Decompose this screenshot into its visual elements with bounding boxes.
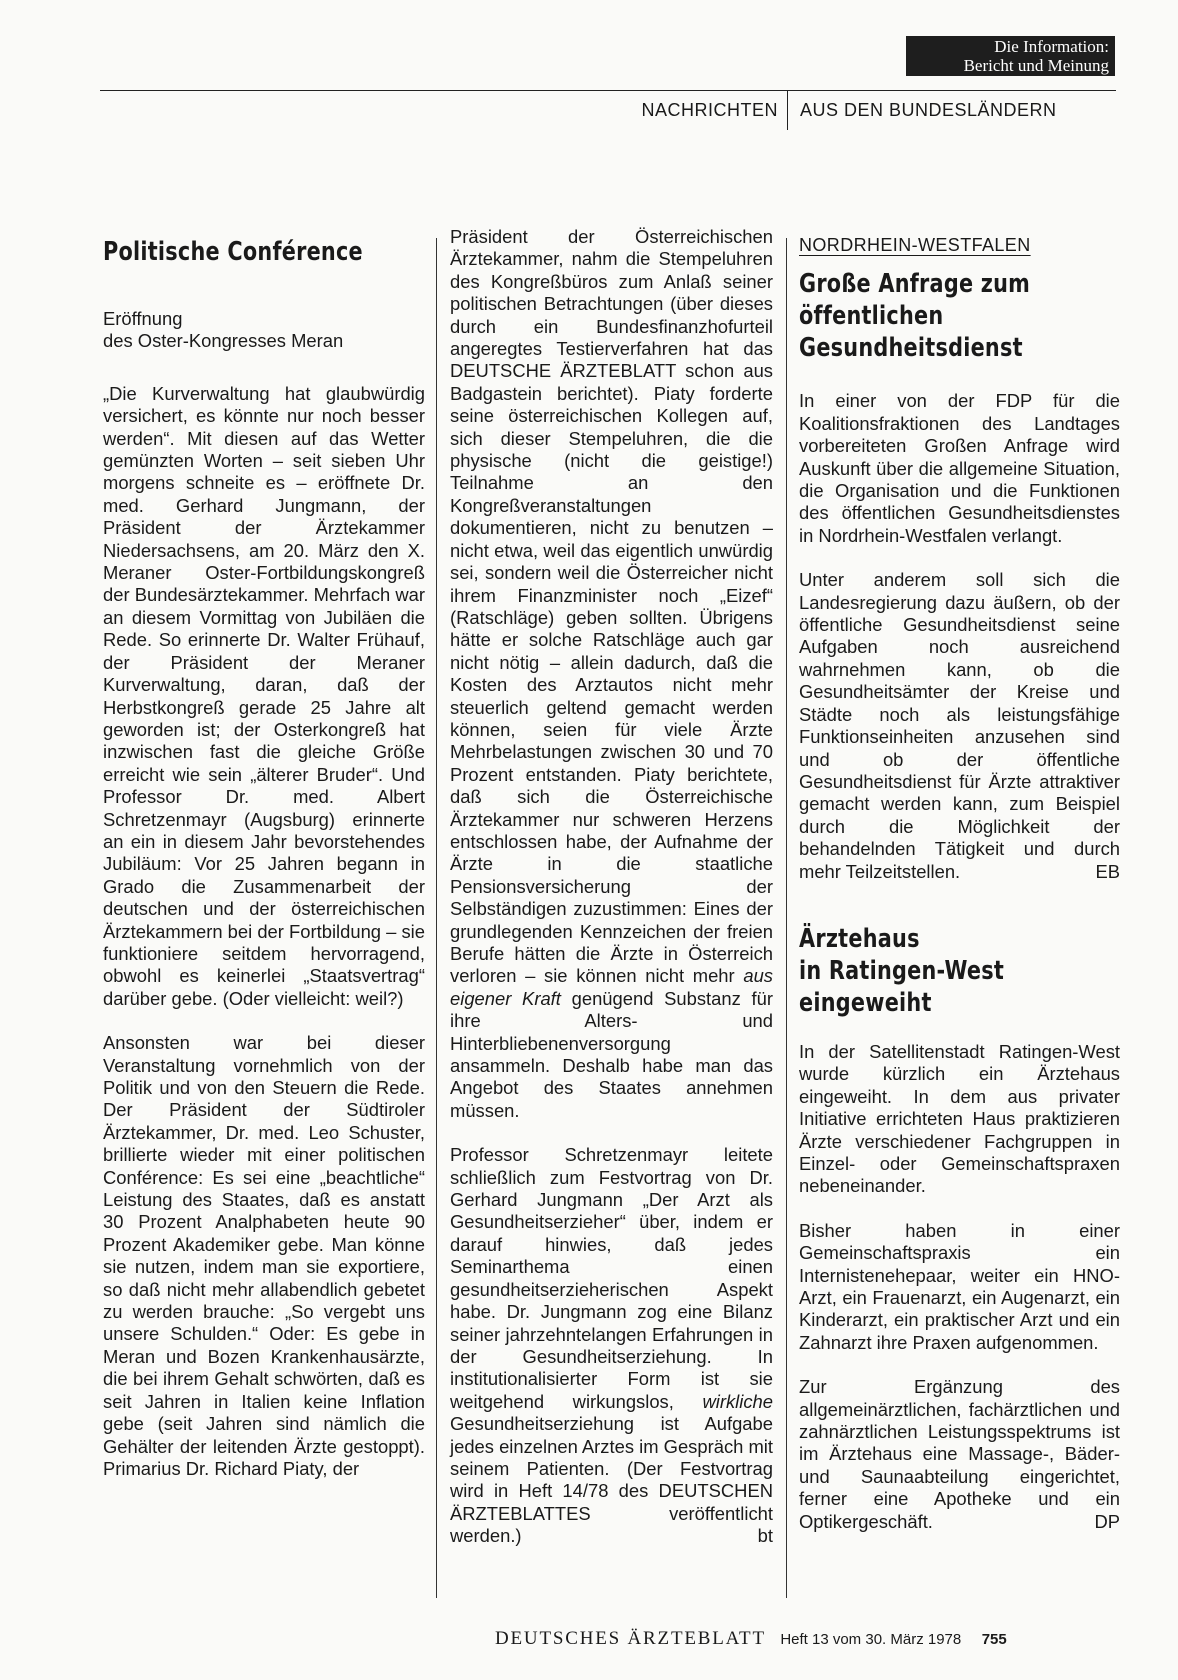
page-number: 755 (981, 1631, 1007, 1648)
article1-paragraph-3 (450, 226, 773, 1122)
paragraph-4-text-a: Professor Schretzenmayr leitete schließlich zum Festvortrag von Dr. Gerhard Jungmann „Der Arzt als Gesundheitserzieher“ über, indem er darauf hinwies, daß jedes Seminarthema einen gesundheitserzieherischen Aspekt habe. Dr. Jungmann zog eine Bilanz seiner jahrzehntelangen Erfahrungen in der Gesundheitserziehung. In institutionalisierter Form ist sie weitgehend wirkungslos, (450, 1144, 773, 1412)
article1-paragraph-1: „Die Kurverwaltung hat glaubwürdig versichert, es könnte nur noch besser werden“. Mit diesen auf das Wetter gemünzten Worten – seit sieben Uhr morgens schneite es – eröffnete Dr. med. Gerhard Jungmann, der Präsident der Ärztekammer Niedersachsens, am 20. März den X. Meraner Oster-Fortbildungskongreß der Bundesärztekammer. Mehrfach war an diesem Vormittag von Jubiläen die Rede. So erinnerte Dr. Walter Frühauf, der Präsident der Meraner Kurverwaltung, daran, daß der Herbstkongreß gerade 25 Jahre alt geworden ist; der Osterkongreß hat inzwischen fast die gleiche Größe erreicht wie sein „älterer Bruder“. Und Professor Dr. med. Albert Schretzenmayr (Augsburg) erinnerte an ein in diesem Jahr bevorstehendes Jubiläum: Vor 25 Jahren begann in Grado die Zusammenarbeit der deutschen und der österreichischen Ärztekammern bei der Fortbildung – sie funktioniere seitdem hervorragend, obwohl es keinerlei „Staatsvertrag“ darüber gebe. (Oder vielleicht: weil?) (103, 382, 425, 1009)
paragraph-3-text-b: genügend Substanz für ihre Alters- und Hinterbliebenenversorgung ansammeln. Deshalb habe man das Angebot des Staates annehmen müssen. (450, 987, 773, 1121)
paragraph-text: Unter anderem soll sich die Landesregierung dazu äußern, ob der öffentliche Gesundheitsdienst seine Aufgaben noch ausreichend wahrnehmen kann, ob die Gesundheitsämter der Kreise und Städte noch als leistungsfähige Funktionseinheiten anzusehen sind und ob der öffentliche Gesundheitsdienst für Ärzte attraktiver gemacht werden kann, zum Beispiel durch die Möglichkeit der behandelnden Tätigkeit und durch mehr Teilzeitstellen. (799, 569, 1120, 882)
article3-paragraph-1: In der Satellitenstadt Ratingen-West wurde kürzlich ein Ärztehaus eingeweiht. In dem aus privater Initiative errichteten Haus praktizieren Ärzte verschiedener Fachgruppen in Einzel- oder Gemeinschaftspraxen nebeneinander. (799, 1040, 1120, 1197)
subtitle-line-2: des Oster-Kongresses Meran (103, 330, 344, 352)
journal-name: DEUTSCHES ÄRZTEBLATT (495, 1628, 766, 1649)
article2-paragraph-2 (799, 569, 1120, 883)
article1-author: bt (757, 1525, 773, 1547)
subtitle-line-1: Eröffnung (103, 308, 183, 329)
region-kicker: NORDRHEIN-WESTFALEN (799, 235, 1031, 255)
section-badge (906, 36, 1115, 76)
issue-info: Heft 13 vom 30. März 1978 (780, 1631, 962, 1648)
title-line-1: Ärztehaus (799, 923, 920, 954)
article-title-aerztehaus (799, 923, 1120, 1019)
column-rule-right (786, 238, 787, 1598)
badge-line-1: Die Information: (994, 37, 1109, 56)
paragraph-3-emphasis: aus eigener Kraft (450, 965, 773, 1009)
section-label-nachrichten: NACHRICHTEN (641, 100, 778, 120)
title-line-2: öffentlichen (799, 301, 944, 332)
section-label-bundeslaender: AUS DEN BUNDESLÄNDERN (800, 100, 1057, 120)
paragraph-4-emphasis: wirkliche (702, 1390, 773, 1412)
article1-paragraph-2: Ansonsten war bei dieser Veranstaltung vornehmlich von der Politik und von den Steuern die Rede. Der Präsident der Südtiroler Ärztekammer, Dr. med. Leo Schuster, brillierte wieder mit einer politischen Conférence: Es sei eine „beachtliche“ Leistung des Staates, daß es anstatt 30 Prozent Analphabeten heute 90 Prozent Akademiker gebe. Man könne sie nutzen, indem man sie exportiere, so daß nicht mehr allabendlich gebetet zu werden brauche: „So vergebt uns unsere Schulden.“ Oder: Es gebe in Meran und Bozen Krankenhausärzte, die bei ihrem Gehalt schwörten, daß es seit Jahren in Italien keine Inflation gebe (seit Jahren sind nämlich die Gehälter der leitenden Ärzte gestoppt). Primarius Dr. Richard Piaty, der (103, 1032, 425, 1479)
column-rule-left (436, 238, 437, 1598)
article2-author: EB (1095, 860, 1120, 882)
header-rule (100, 90, 1116, 91)
column-3 (799, 234, 1120, 1533)
title-line-3: Gesundheitsdienst (799, 333, 1023, 364)
title-line-3: eingeweiht (799, 987, 932, 1018)
article1-paragraph-4 (450, 1144, 773, 1547)
column-1 (103, 236, 425, 1480)
paragraph-3-text-a: Präsident der Österreichischen Ärztekammer, nahm die Stempeluhren des Kongreßbüros zum Anlaß seiner politischen Betrachtungen (über dieses durch ein Bundesfinanzhofurteil angeregtes Testierverfahren hat das DEUTSCHE ÄRZTEBLATT schon aus Badgastein berichtet). Piaty forderte seine österreichischen Kollegen auf, sich dieser Stempeluhren, die die physische (nicht die geistige!) Teilnahme an den Kongreßveranstaltungen dokumentieren, nicht zu benutzen – nicht etwa, weil das eigentlich unwürdig sei, sondern weil die Österreicher nicht ihrem Finanzminister noch „Eizef“ (Ratschläge) geben sollten. Übrigens hätte er solche Ratschläge auch gar nicht nötig – allein dadurch, daß die Kosten des Arztautos nicht mehr steuerlich geltend gemacht werden können, seien für viele Ärzte Mehrbelastungen zwischen 30 und 70 Prozent entstanden. Piaty berichtete, daß sich die Österreichische Ärztekammer nur schweren Herzens entschlossen habe, der Aufnahme der Ärzte in die staatliche Pensionsversicherung der Selbständigen zuzustimmen: Eines der grundlegenden Kennzeichen der freien Berufe hätten die Ärzte in Österreich verloren – sie können nicht mehr (450, 226, 773, 987)
header-divider (787, 90, 788, 130)
badge-line-2: Bericht und Meinung (963, 56, 1109, 75)
article3-paragraph-3 (799, 1376, 1120, 1533)
paragraph-text: Zur Ergänzung des allgemeinärztlichen, fachärztlichen und zahnärztlichen Leistungsspektrums ist im Ärztehaus eine Massage-, Bäder- und Saunaabteilung eingerichtet, ferner eine Apotheke und ein Optikergeschäft. (799, 1376, 1120, 1532)
article2-paragraph-1: In einer von der FDP für die Koalitionsfraktionen des Landtages vorbereiteten Großen Anfrage wird Auskunft über die allgemeine Situation, die Organisation und die Funktionen des öffentlichen Gesundheitsdienstes in Nordrhein-Westfalen verlangt. (799, 390, 1120, 546)
paragraph-4-text-b: Gesundheitserziehung ist Aufgabe jedes einzelnen Arztes im Gespräch mit seinem Patienten. (Der Festvortrag wird in Heft 14/78 des DEUTSCHEN ÄRZTEBLATTES veröffentlicht werden.) (450, 1413, 774, 1547)
article-subtitle (103, 308, 425, 353)
article3-author: DP (1094, 1510, 1120, 1532)
article-title-conference: Politische Conférence (103, 237, 363, 267)
article-title-anfrage (799, 268, 1120, 364)
title-line-2: in Ratingen-West (799, 955, 1005, 986)
page-footer (495, 1628, 1007, 1650)
column-2 (450, 226, 773, 1548)
article3-paragraph-2: Bisher haben in einer Gemeinschaftspraxis ein Internistenehepaar, weiter ein HNO-Arzt, ein Frauenarzt, ein Augenarzt, ein Kinderarzt, ein praktischer Arzt und ein Zahnarzt ihre Praxen aufgenommen. (799, 1219, 1120, 1353)
title-line-1: Große Anfrage zum (799, 269, 1031, 300)
